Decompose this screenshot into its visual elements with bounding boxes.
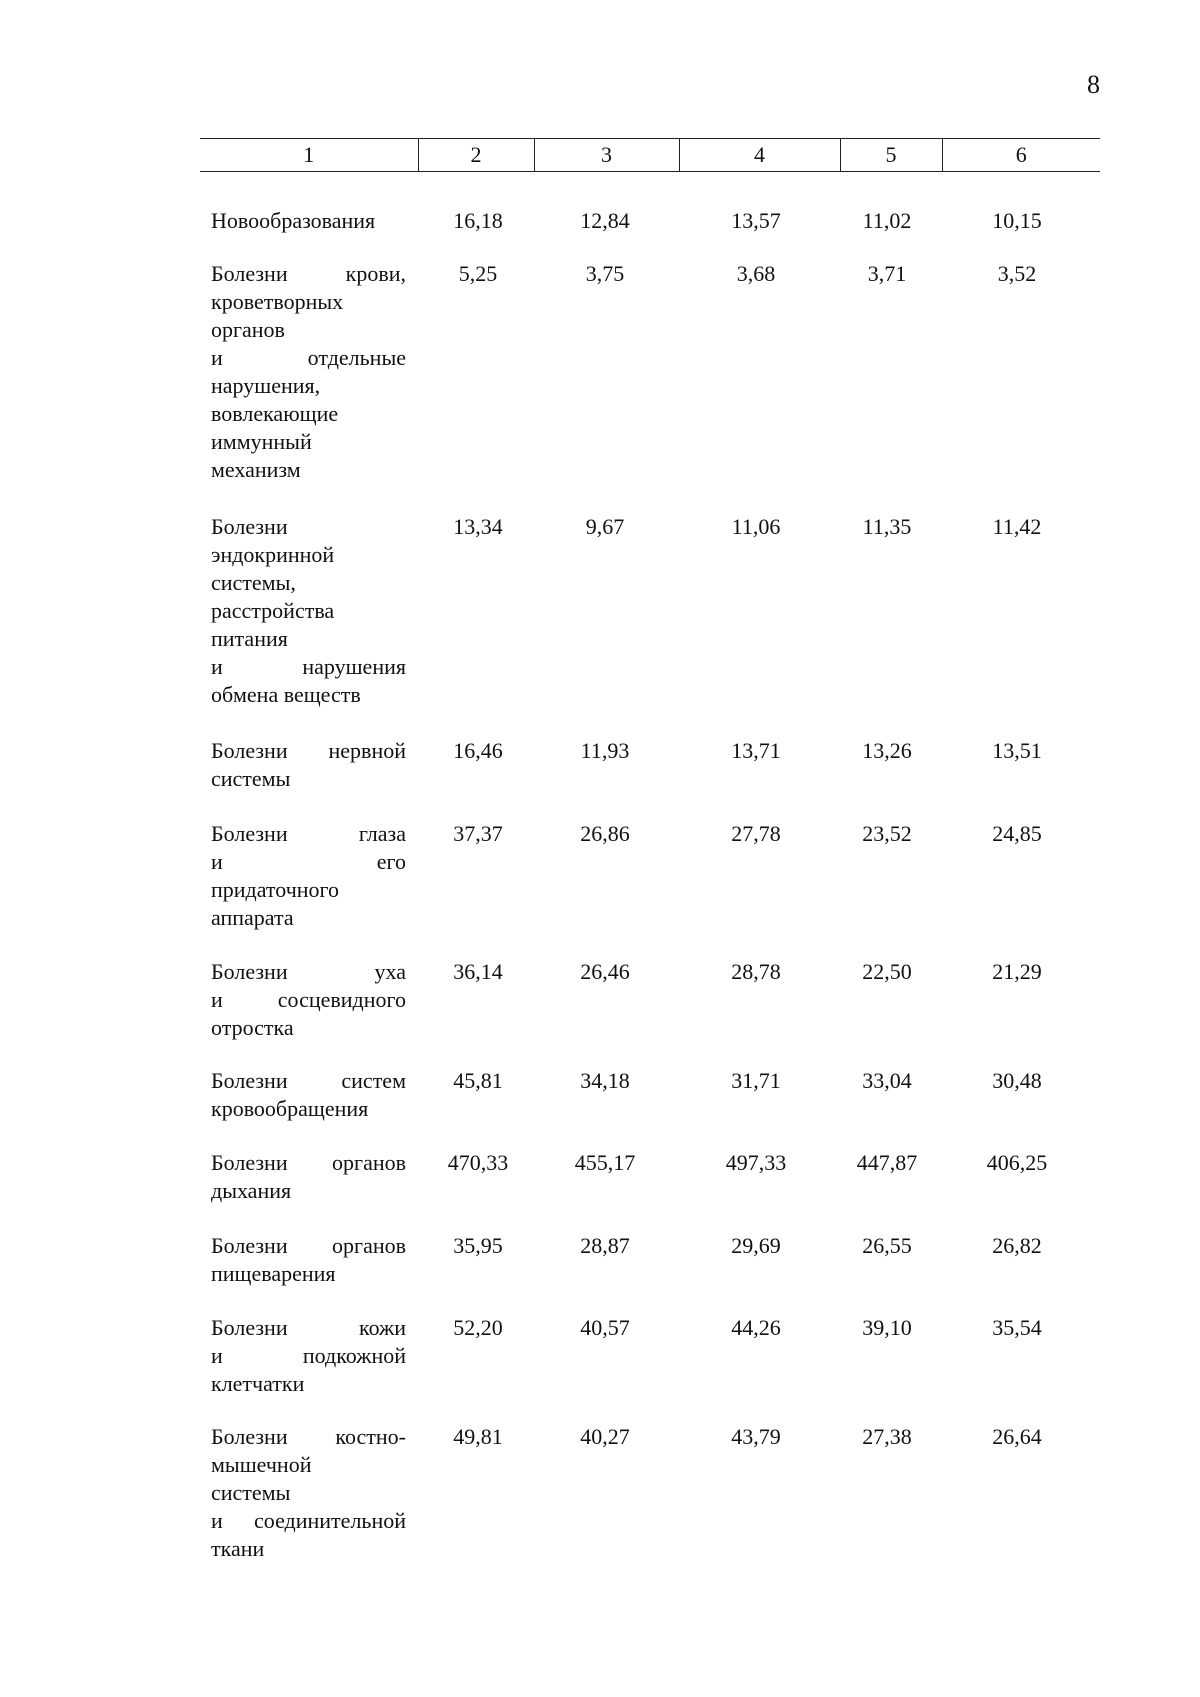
value-cell-col-2: 37,37 xyxy=(453,821,503,846)
header-col-4: 4 xyxy=(679,139,840,172)
value-cell-col-2: 52,20 xyxy=(453,1315,503,1340)
row-label-line: Болезни систем xyxy=(211,1068,406,1093)
row-label-line: питания xyxy=(211,626,288,651)
row-label xyxy=(211,958,406,1042)
header-col-5: 5 xyxy=(840,139,942,172)
value-cell-col-5: 23,52 xyxy=(862,821,912,846)
row-label xyxy=(211,260,406,484)
row-label-line: Болезни глаза xyxy=(211,821,406,846)
row-label-line: придаточного xyxy=(211,877,340,902)
value-cell-col-4: 13,57 xyxy=(731,208,781,233)
value-cell-col-3: 11,93 xyxy=(580,738,630,763)
value-cell-col-3: 9,67 xyxy=(585,514,625,539)
value-cell-col-5: 22,50 xyxy=(862,959,912,984)
row-label xyxy=(211,1314,406,1398)
row-label xyxy=(211,1149,406,1205)
value-cell-col-4: 11,06 xyxy=(731,514,781,539)
row-label-line: и его xyxy=(211,849,406,874)
value-cell-col-3: 26,46 xyxy=(580,959,630,984)
value-cell-col-5: 26,55 xyxy=(862,1233,912,1258)
row-label-line: расстройства xyxy=(211,598,335,623)
value-cell-col-4: 497,33 xyxy=(725,1150,787,1175)
value-cell-col-6: 26,82 xyxy=(992,1233,1042,1258)
column-number-header xyxy=(200,138,1100,172)
value-cell-col-3: 3,75 xyxy=(585,261,625,286)
header-col-6: 6 xyxy=(942,139,1100,172)
row-label-line: и отдельные xyxy=(211,345,406,370)
row-label xyxy=(211,1423,406,1563)
row-label-line: и соединительной xyxy=(211,1508,406,1533)
row-label-line: кроветворных xyxy=(211,289,344,314)
value-cell-col-5: 13,26 xyxy=(862,738,912,763)
value-cell-col-2: 5,25 xyxy=(458,261,498,286)
value-cell-col-6: 35,54 xyxy=(992,1315,1042,1340)
row-label-line: иммунный xyxy=(211,429,312,454)
row-label-line: Болезни xyxy=(211,514,288,539)
header-row xyxy=(200,139,1100,172)
row-label-line: Болезни костно- xyxy=(211,1424,406,1449)
value-cell-col-5: 27,38 xyxy=(862,1424,912,1449)
value-cell-col-2: 36,14 xyxy=(453,959,503,984)
value-cell-col-2: 35,95 xyxy=(453,1233,503,1258)
page-number: 8 xyxy=(1087,70,1100,99)
row-label-line: и нарушения xyxy=(211,654,406,679)
value-cell-col-2: 16,46 xyxy=(453,738,503,763)
row-label-line: клетчатки xyxy=(211,1371,305,1396)
row-label-line: Болезни уха xyxy=(211,959,406,984)
row-label-line: кровообращения xyxy=(211,1096,369,1121)
row-label-line: пищеварения xyxy=(211,1261,336,1286)
row-label-line: ткани xyxy=(211,1536,265,1561)
value-cell-col-4: 31,71 xyxy=(731,1068,781,1093)
value-cell-col-3: 40,27 xyxy=(580,1424,630,1449)
value-cell-col-5: 3,71 xyxy=(867,261,907,286)
value-cell-col-5: 11,35 xyxy=(862,514,912,539)
value-cell-col-3: 12,84 xyxy=(580,208,630,233)
row-label-line: аппарата xyxy=(211,905,294,930)
row-label-line: вовлекающие xyxy=(211,401,339,426)
value-cell-col-3: 34,18 xyxy=(580,1068,630,1093)
value-cell-col-2: 49,81 xyxy=(453,1424,503,1449)
row-label-line: системы xyxy=(211,1480,291,1505)
value-cell-col-3: 28,87 xyxy=(580,1233,630,1258)
row-label-line: Болезни нервной xyxy=(211,738,406,763)
value-cell-col-4: 3,68 xyxy=(736,261,776,286)
value-cell-col-6: 10,15 xyxy=(992,208,1042,233)
header-col-2: 2 xyxy=(418,139,534,172)
value-cell-col-5: 11,02 xyxy=(862,208,912,233)
row-label-line: отростка xyxy=(211,1015,294,1040)
value-cell-col-6: 406,25 xyxy=(986,1150,1048,1175)
value-cell-col-6: 30,48 xyxy=(992,1068,1042,1093)
row-label-line: Болезни крови, xyxy=(211,261,406,286)
value-cell-col-3: 455,17 xyxy=(574,1150,636,1175)
value-cell-col-3: 40,57 xyxy=(580,1315,630,1340)
row-label-line: механизм xyxy=(211,457,301,482)
row-label-line: Болезни кожи xyxy=(211,1315,406,1340)
row-label-line: системы xyxy=(211,766,291,791)
value-cell-col-4: 44,26 xyxy=(731,1315,781,1340)
value-cell-col-4: 43,79 xyxy=(731,1424,781,1449)
row-label xyxy=(211,1232,406,1288)
row-label-line: Новообразования xyxy=(211,208,376,233)
value-cell-col-5: 447,87 xyxy=(856,1150,918,1175)
value-cell-col-4: 27,78 xyxy=(731,821,781,846)
value-cell-col-6: 26,64 xyxy=(992,1424,1042,1449)
value-cell-col-2: 13,34 xyxy=(453,514,503,539)
row-label-line: мышечной xyxy=(211,1452,312,1477)
row-label-line: органов xyxy=(211,317,285,342)
value-cell-col-2: 470,33 xyxy=(447,1150,509,1175)
row-label-line: Болезни органов xyxy=(211,1150,406,1175)
value-cell-col-4: 13,71 xyxy=(731,738,781,763)
header-col-3: 3 xyxy=(534,139,679,172)
row-label xyxy=(211,737,406,793)
row-label-line: эндокринной xyxy=(211,542,335,567)
value-cell-col-4: 28,78 xyxy=(731,959,781,984)
row-label-line: дыхания xyxy=(211,1178,292,1203)
row-label-line: Болезни органов xyxy=(211,1233,406,1258)
value-cell-col-6: 24,85 xyxy=(992,821,1042,846)
row-label-line: нарушения, xyxy=(211,373,321,398)
value-cell-col-6: 3,52 xyxy=(997,261,1037,286)
row-label xyxy=(211,1067,406,1123)
row-label-line: обмена веществ xyxy=(211,682,361,707)
value-cell-col-2: 45,81 xyxy=(453,1068,503,1093)
header-col-1: 1 xyxy=(200,139,418,172)
row-label xyxy=(211,820,406,932)
value-cell-col-6: 21,29 xyxy=(992,959,1042,984)
value-cell-col-2: 16,18 xyxy=(453,208,503,233)
row-label xyxy=(211,207,406,235)
value-cell-col-6: 13,51 xyxy=(992,738,1042,763)
value-cell-col-3: 26,86 xyxy=(580,821,630,846)
row-label-line: и подкожной xyxy=(211,1343,406,1368)
value-cell-col-6: 11,42 xyxy=(992,514,1042,539)
row-label-line: системы, xyxy=(211,570,296,595)
row-label-line: и сосцевидного xyxy=(211,987,406,1012)
value-cell-col-4: 29,69 xyxy=(731,1233,781,1258)
value-cell-col-5: 33,04 xyxy=(862,1068,912,1093)
value-cell-col-5: 39,10 xyxy=(862,1315,912,1340)
row-label xyxy=(211,513,406,709)
